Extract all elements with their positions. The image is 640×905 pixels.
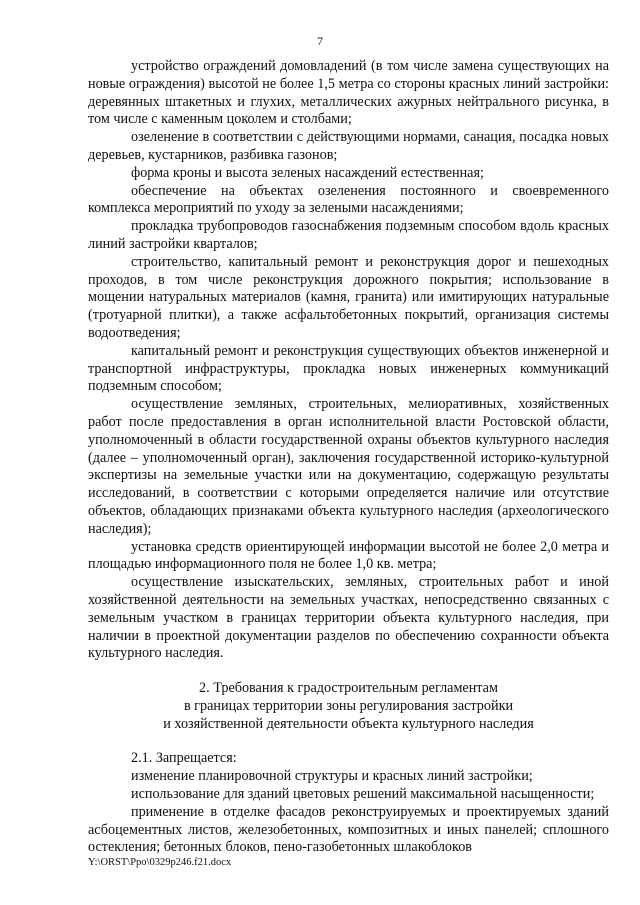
paragraph-fences: устройство ограждений домовладений (в том числе замена существующих на новые ограждения) высотой не более 1,5 метра со стороны красных линий застройки: деревянных штакетных и глухих, металлических ажурных нейтрального рисунка, в том числе с каменным цоколем и столбами; xyxy=(88,58,609,128)
paragraph-facade-materials: применение в отделке фасадов реконструируемых и проектируемых зданий асбоцементных листов, железобетонных, композитных и иных панелей; сплошного остекления; бетонных блоков, пено-газобетонных шлакоблоков xyxy=(88,803,609,856)
paragraph-gas-pipelines: прокладка трубопроводов газоснабжения подземным способом вдоль красных линий застройки кварталов; xyxy=(88,218,609,252)
section-heading xyxy=(88,680,609,733)
page-number: 7 xyxy=(317,34,323,48)
paragraph-planning-structure: изменение планировочной структуры и красных линий застройки; xyxy=(131,768,533,785)
subsection-title: 2.1. Запрещается: xyxy=(131,750,237,767)
section-gap xyxy=(88,663,609,680)
paragraph-roads: строительство, капитальный ремонт и реконструкция дорог и пешеходных проходов, в том числе реконструкция дорожного покрытия; использование в мощении натуральных материалов (камня, гранита) или имитирующих натуральные (тротуарной плитки), а также асфальтобетонных покрытий, организация системы водоотведения; xyxy=(88,253,609,341)
paragraph-color-solutions: использование для зданий цветовых решений максимальной насыщенности; xyxy=(131,786,595,803)
document-body xyxy=(88,58,609,857)
paragraph-earthworks: осуществление земляных, строительных, мелиоративных, хозяйственных работ после предоставления в орган исполнительной власти Ростовской области, уполномоченный в области государственной охраны объектов культурного наследия (далее – уполномоченный орган), заключения государственной историко-культурной экспертизы на земельные участки или на документацию, содержащую результаты исследований, в соответствии с которыми определяется наличие или отсутствие объектов, обладающих признаками объекта культурного наследия (археологического наследия); xyxy=(88,396,609,537)
section-heading-line-3: и хозяйственной деятельности объекта культурного наследия xyxy=(163,715,534,732)
paragraph-infrastructure: капитальный ремонт и реконструкция существующих объектов инженерной и транспортной инфраструктуры, прокладка новых инженерных коммуникаций подземным способом; xyxy=(88,342,609,395)
paragraph-green-care: обеспечение на объектах озеленения постоянного и своевременного комплекса мероприятий по уходу за зелеными насаждениями; xyxy=(88,182,609,217)
paragraph-landscaping: озеленение в соответствии с действующими нормами, санация, посадка новых деревьев, кустарников, разбивка газонов; xyxy=(88,129,609,163)
footer-file-path: Y:\ORST\Ppo\0329p246.f21.docx xyxy=(88,857,232,868)
section-heading-line-2: в границах территории зоны регулирования застройки xyxy=(183,697,514,714)
paragraph-survey-works: осуществление изыскательских, земляных, строительных работ и иной хозяйственной деятельности на земельных участках, непосредственно связанных с земельным участком в границах территории объекта культурного наследия, при наличии в проектной документации разделов по обеспечению сохранности объекта культурного наследия. xyxy=(88,574,609,662)
section-gap xyxy=(88,733,609,750)
section-heading-line-1: 2. Требования к градостроительным регламентам xyxy=(199,680,498,697)
paragraph-crown-shape: форма кроны и высота зеленых насаждений естественная; xyxy=(131,164,484,181)
paragraph-signage: установка средств ориентирующей информации высотой не более 2,0 метра и площадью информационного поля не более 1,0 кв. метра; xyxy=(88,538,609,573)
